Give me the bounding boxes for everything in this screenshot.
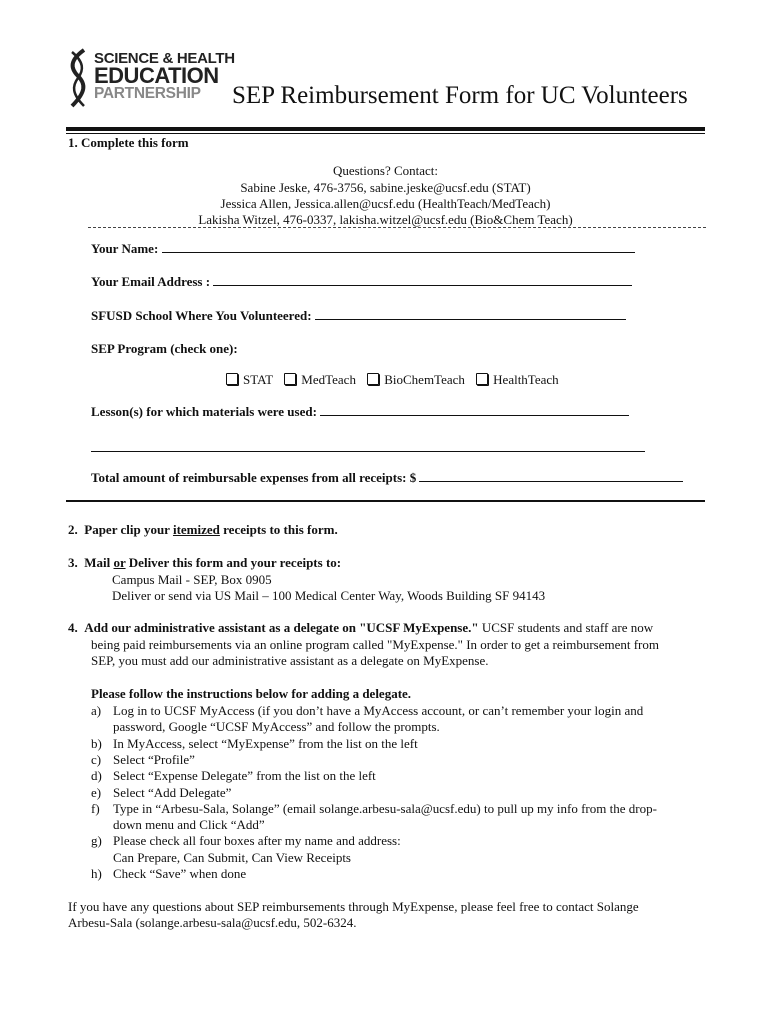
- dna-helix-icon: [66, 48, 92, 110]
- instructions-heading: Please follow the instructions below for adding a delegate.: [91, 686, 412, 701]
- name-field-row: [91, 241, 635, 257]
- lessons-input-line-2[interactable]: [91, 451, 645, 452]
- step-label: e): [91, 784, 102, 800]
- school-label: SFUSD School Where You Volunteered:: [91, 308, 312, 323]
- step-label: c): [91, 751, 102, 767]
- step-text: down menu and Click “Add”: [113, 817, 265, 833]
- footer-note: If you have any questions about SEP reimbursements through MyExpense, please feel free to contact Solange: [68, 899, 639, 914]
- lessons-label: Lesson(s) for which materials were used:: [91, 404, 317, 419]
- section-3: 3. Mail or Deliver this form and your receipts to:: [68, 555, 342, 570]
- header-rule: [66, 127, 705, 131]
- section-4: 4. Add our administrative assistant as a delegate on "UCSF MyExpense." UCSF students and staff are now: [68, 620, 654, 635]
- total-field-row: [91, 470, 683, 486]
- email-input[interactable]: [213, 274, 632, 286]
- email-field-row: [91, 274, 632, 290]
- checkbox-icon[interactable]: [476, 373, 488, 385]
- checkbox-icon[interactable]: [226, 373, 238, 385]
- school-input[interactable]: [315, 308, 626, 320]
- total-label: Total amount of reimbursable expenses from all receipts: $: [91, 470, 417, 485]
- sep-logo: [66, 48, 235, 110]
- contact-stat: Sabine Jeske, 476-3756, sabine.jeske@ucsf.edu (STAT): [240, 180, 531, 195]
- contact-healthteach: Jessica Allen, Jessica.allen@ucsf.edu (HealthTeach/MedTeach): [220, 196, 551, 211]
- step-text: Type in “Arbesu-Sala, Solange” (email solange.arbesu-sala@ucsf.edu) to pull up my info from the drop-: [113, 800, 657, 816]
- page-title: SEP Reimbursement Form for UC Volunteers: [232, 82, 688, 109]
- step-label: a): [91, 703, 102, 718]
- checkbox-icon[interactable]: [367, 373, 379, 385]
- contact-biochem: Lakisha Witzel, 476-0337, lakisha.witzel@ucsf.edu (Bio&Chem Teach): [198, 212, 573, 227]
- total-input[interactable]: [419, 470, 683, 482]
- lessons-field-row: [91, 404, 629, 420]
- email-label: Your Email Address :: [91, 274, 211, 289]
- section-2: 2. Paper clip your itemized receipts to this form.: [68, 522, 338, 537]
- header-rule-thin: [66, 133, 705, 134]
- logo-line-1: SCIENCE & HEALTH: [94, 50, 235, 67]
- step-text: Select “Profile”: [113, 751, 195, 767]
- us-mail-address: Deliver or send via US Mail – 100 Medical Center Way, Woods Building SF 94143: [112, 588, 546, 603]
- step-label: b): [91, 735, 102, 751]
- checkbox-icon[interactable]: [284, 373, 296, 385]
- program-label: SEP Program (check one):: [91, 341, 238, 356]
- program-option-stat[interactable]: STAT: [226, 372, 273, 388]
- section-divider: [66, 500, 705, 502]
- contact-divider: [88, 227, 706, 228]
- step-text: Please check all four boxes after my name and address:: [113, 833, 401, 849]
- step-text: Can Prepare, Can Submit, Can View Receipts: [113, 849, 351, 865]
- program-option-biochemteach[interactable]: BioChemTeach: [367, 372, 465, 388]
- section-4-para: being paid reimbursements via an online program called "MyExpense." In order to get a reimbursement from: [91, 637, 659, 652]
- step-label: g): [91, 833, 102, 849]
- step-label: h): [91, 866, 102, 881]
- program-option-medteach[interactable]: MedTeach: [284, 372, 356, 388]
- section-4-heading: Add our administrative assistant as a delegate on "UCSF MyExpense.": [84, 620, 479, 635]
- step-text: Check “Save” when done: [113, 866, 247, 881]
- contact-heading: Questions? Contact:: [332, 163, 439, 178]
- step-text: Log in to UCSF MyAccess (if you don’t have a MyAccess account, or can’t remember your login and: [113, 703, 644, 718]
- section-1-heading: 1. Complete this form: [68, 135, 189, 150]
- program-option-healthteach[interactable]: HealthTeach: [476, 372, 559, 388]
- step-text: Select “Add Delegate”: [113, 784, 232, 800]
- step-label: f): [91, 800, 100, 816]
- step-label: d): [91, 768, 102, 784]
- name-label: Your Name:: [91, 241, 159, 256]
- campus-mail-address: Campus Mail - SEP, Box 0905: [112, 572, 272, 587]
- program-options: [226, 372, 567, 388]
- footer-note-2: Arbesu-Sala (solange.arbesu-sala@ucsf.edu, 502-6324.: [68, 915, 357, 930]
- logo-line-2: EDUCATION: [94, 63, 219, 88]
- logo-line-3: PARTNERSHIP: [94, 85, 201, 102]
- lessons-input[interactable]: [320, 404, 629, 416]
- school-field-row: [91, 308, 626, 324]
- step-text: In MyAccess, select “MyExpense” from the list on the left: [113, 735, 418, 751]
- step-text: Select “Expense Delegate” from the list on the left: [113, 768, 376, 784]
- section-4-para-2: SEP, you must add our administrative assistant as a delegate on MyExpense.: [91, 653, 489, 668]
- step-text: password, Google “UCSF MyAccess” and follow the prompts.: [113, 719, 440, 735]
- name-input[interactable]: [162, 241, 635, 253]
